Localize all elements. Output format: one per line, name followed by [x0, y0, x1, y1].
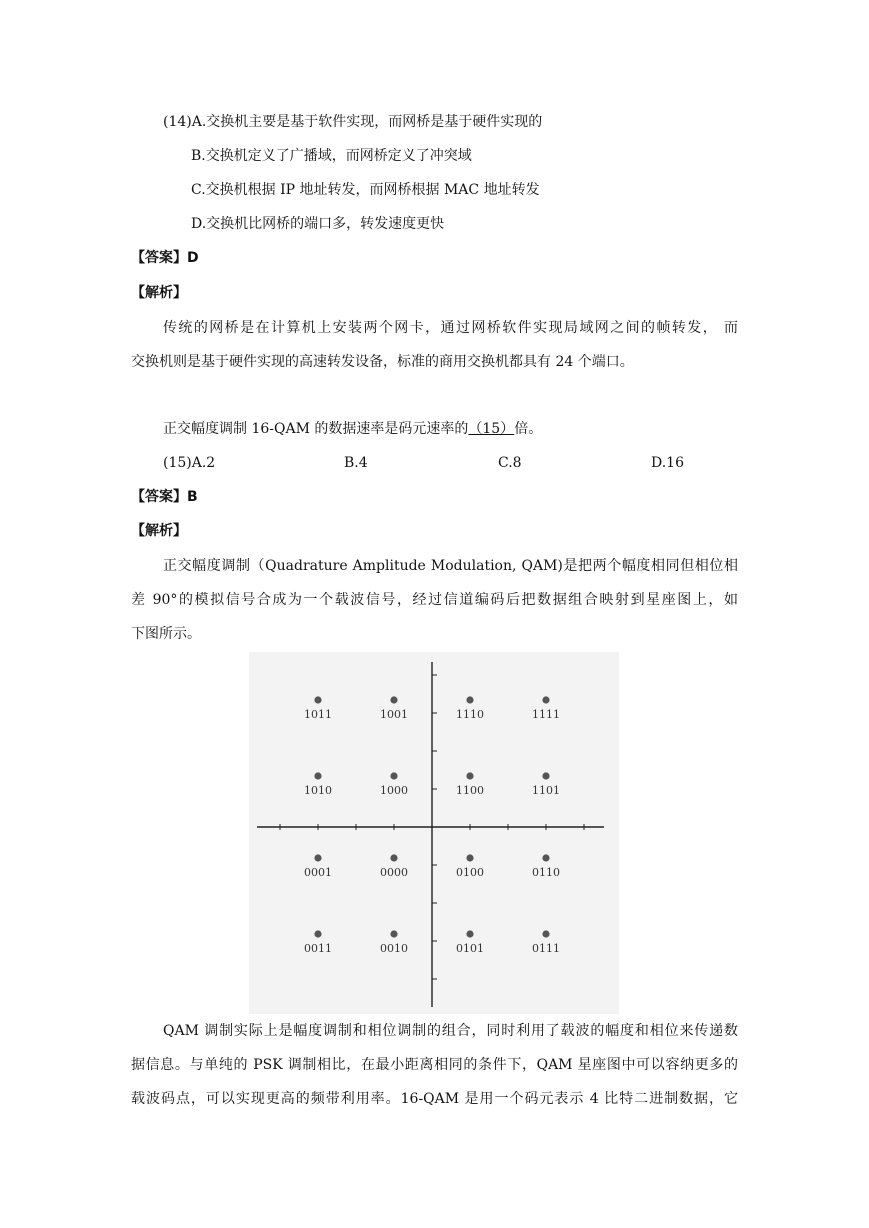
- constellation-point-label: 1011: [304, 708, 332, 721]
- q15-stem: [163, 419, 542, 439]
- constellation-point: [390, 854, 397, 861]
- constellation-point: [542, 854, 549, 861]
- q15-analysis-para1-line2: 差 90°的模拟信号合成为一个载波信号，经过信道编码后把数据组合映射到星座图上，如: [131, 592, 738, 608]
- qam-constellation-figure: [249, 652, 619, 1014]
- q14-option-b: B.交换机定义了广播域，而网桥定义了冲突域: [191, 148, 472, 164]
- constellation-point-label: 1010: [304, 784, 332, 797]
- q15-option-a: (15)A.2: [163, 455, 216, 471]
- q15-option-c: C.8: [498, 455, 522, 471]
- constellation-point-label: 1001: [380, 708, 408, 721]
- q15-stem-text: 正交幅度调制 16-QAM 的数据速率是码元速率的: [163, 421, 469, 437]
- constellation-point: [542, 696, 549, 703]
- constellation-point: [466, 772, 473, 779]
- constellation-point-label: 0011: [304, 942, 332, 955]
- constellation-point: [390, 696, 397, 703]
- q15-answer: 【答案】B: [131, 489, 198, 505]
- q15-analysis-para2-line2: 据信息。与单纯的 PSK 调制相比，在最小距离相同的条件下，QAM 星座图中可以容纳更多的: [131, 1057, 738, 1073]
- constellation-point-label: 1110: [456, 708, 484, 721]
- q15-stem-blank: （15）: [468, 421, 515, 437]
- q15-option-d: D.16: [651, 455, 684, 471]
- q15-stem-suffix: 倍。: [514, 421, 543, 437]
- constellation-point: [314, 930, 321, 937]
- q15-analysis-label: 【解析】: [131, 523, 187, 539]
- constellation-point: [466, 696, 473, 703]
- constellation-point-label: 0000: [380, 866, 408, 879]
- constellation-point-label: 0111: [532, 942, 560, 955]
- constellation-point-label: 1101: [532, 784, 560, 797]
- constellation-point-label: 1000: [380, 784, 408, 797]
- q14-option-d: D.交换机比网桥的端口多，转发速度更快: [191, 216, 445, 232]
- constellation-point-label: 0110: [532, 866, 560, 879]
- constellation-point-label: 1100: [456, 784, 484, 797]
- constellation-point-label: 0100: [456, 866, 484, 879]
- constellation-point: [542, 930, 549, 937]
- constellation-point: [542, 772, 549, 779]
- q15-analysis-para1-line3: 下图所示。: [131, 626, 201, 642]
- q15-analysis-para2-line3: 载波码点，可以实现更高的频带利用率。16-QAM 是用一个码元表示 4 比特二进制数据，它: [131, 1091, 738, 1107]
- q14-analysis-label: 【解析】: [131, 285, 187, 301]
- constellation-point: [314, 696, 321, 703]
- q14-answer: 【答案】D: [131, 250, 199, 266]
- q15-analysis-para2-line1: QAM 调制实际上是幅度调制和相位调制的组合，同时利用了载波的幅度和相位来传递数: [163, 1023, 738, 1039]
- constellation-point: [466, 930, 473, 937]
- constellation-point-label: 0001: [304, 866, 332, 879]
- constellation-point: [466, 854, 473, 861]
- q15-analysis-para1-line1: 正交幅度调制（Quadrature Amplitude Modulation, QAM)是把两个幅度相同但相位相: [163, 558, 738, 574]
- q14-option-c: C.交换机根据 IP 地址转发，而网桥根据 MAC 地址转发: [191, 182, 540, 198]
- constellation-point-label: 1111: [532, 708, 560, 721]
- q14-analysis-line2: 交换机则是基于硬件实现的高速转发设备，标准的商用交换机都具有 24 个端口。: [131, 354, 634, 370]
- constellation-point-label: 0101: [456, 942, 484, 955]
- constellation-point: [390, 930, 397, 937]
- constellation-point: [390, 772, 397, 779]
- constellation-point: [314, 854, 321, 861]
- constellation-point: [314, 772, 321, 779]
- q14-option-a: (14)A.交换机主要是基于软件实现，而网桥是基于硬件实现的: [163, 114, 543, 130]
- q14-analysis-line1: 传统的网桥是在计算机上安装两个网卡，通过网桥软件实现局域网之间的帧转发， 而: [163, 320, 738, 336]
- q15-option-b: B.4: [344, 455, 368, 471]
- constellation-diagram: [249, 652, 619, 1014]
- constellation-point-label: 0010: [380, 942, 408, 955]
